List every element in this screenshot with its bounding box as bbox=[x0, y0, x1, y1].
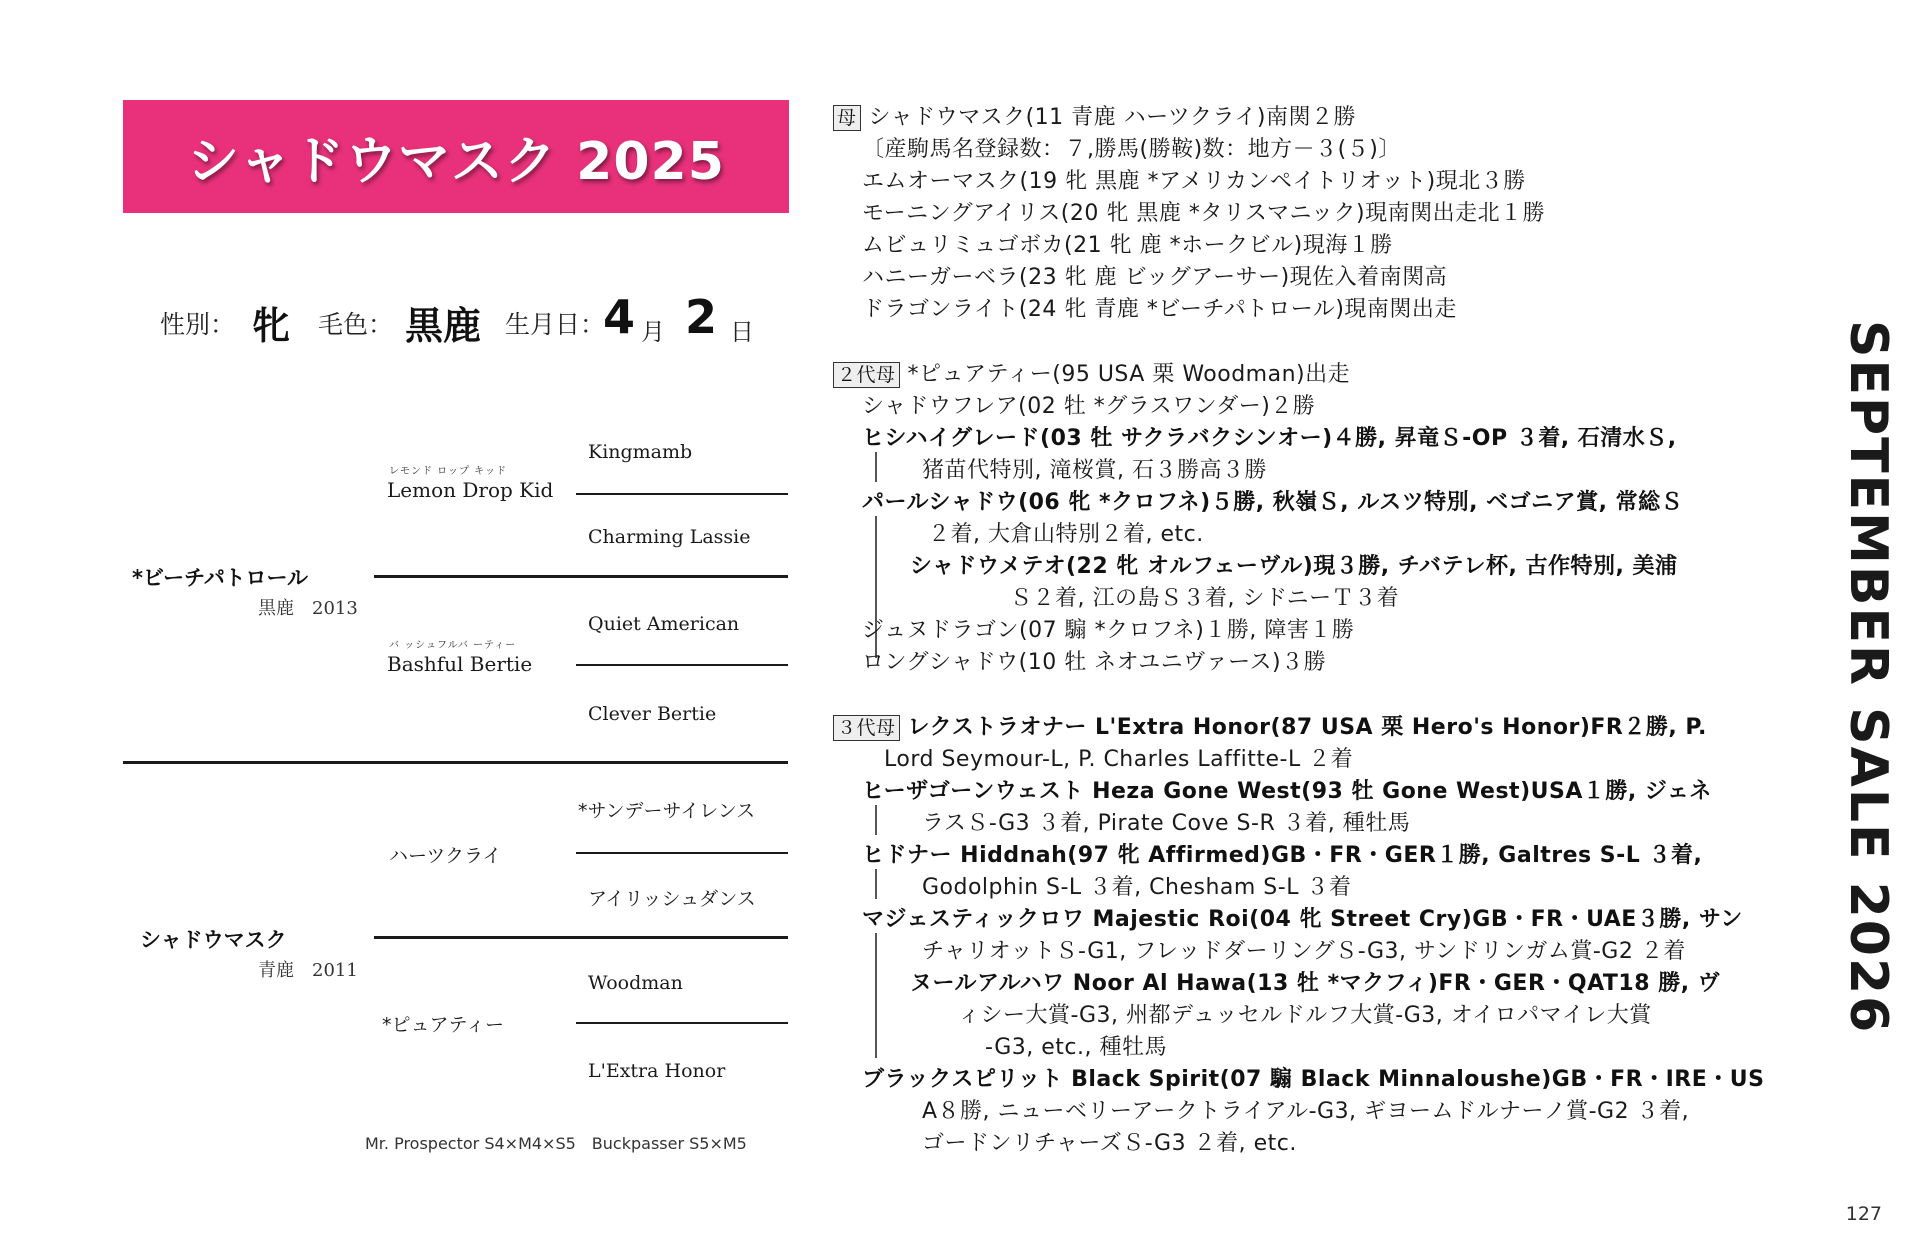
gg-sire-3: Quiet American bbox=[588, 613, 740, 635]
dam-meta: 青鹿 2011 bbox=[258, 960, 358, 981]
third-dam-line: ヒドナー Hiddnah(97 牝 Affirmed)GB・FR・GER１勝, Galtres S-L ３着, bbox=[862, 843, 1703, 868]
second-dam-line: ジュヌドラゴン(07 騸 *クロフネ)１勝, 障害１勝 bbox=[862, 618, 1355, 643]
title-banner bbox=[123, 100, 789, 213]
sex-label: 性別： bbox=[160, 310, 236, 339]
day-unit: 日 bbox=[730, 318, 754, 346]
indent-bar bbox=[875, 869, 877, 899]
third-dam-line: ゴードンリチャーズＳ-G3 ２着, etc. bbox=[922, 1131, 1297, 1156]
pedigree-line bbox=[576, 493, 788, 495]
dam-line bbox=[833, 100, 1356, 131]
inbreeding-note: Mr. Prospector S4×M4×S5 Buckpasser S5×M5 bbox=[365, 1134, 747, 1153]
second-dam-line: Ｓ２着, 江の島Ｓ３着, シドニーＴ３着 bbox=[1010, 586, 1400, 611]
third-dam-line: A８勝, ニューベリーアークトライアル-G3, ギヨームドルナーノ賞-G2 ３着, bbox=[922, 1099, 1690, 1124]
third-dam-line: マジェスティックロワ Majestic Roi(04 牝 Street Cry)GB・FR・UAE３勝, サン bbox=[862, 907, 1743, 932]
gg-sire-2: Charming Lassie bbox=[588, 526, 751, 548]
third-dam-badge: ３代母 bbox=[833, 715, 900, 741]
sale-label: SEPTEMBER SALE 2026 bbox=[1838, 320, 1898, 1035]
dam-badge: 母 bbox=[833, 105, 861, 131]
second-dam-line: ヒシハイグレード(03 牡 サクラバクシンオー)４勝, 昇竜Ｓ-OP ３着, 石清水Ｓ, bbox=[862, 426, 1677, 451]
second-dam-line: 猪苗代特別, 滝桜賞, 石３勝高３勝 bbox=[922, 458, 1267, 483]
third-dam-line: Lord Seymour-L, P. Charles Laffitte-L ２着 bbox=[884, 747, 1354, 772]
pedigree-line bbox=[374, 936, 788, 939]
color-label: 毛色： bbox=[318, 310, 394, 339]
gg-sire-4: Clever Bertie bbox=[588, 703, 717, 725]
birth-label: 生月日： bbox=[505, 310, 606, 339]
third-dam-line bbox=[833, 710, 1707, 741]
dam-sire-name: ハーツクライ bbox=[389, 845, 502, 867]
second-dam-line: シャドウメテオ(22 牝 オルフェーヴル)現３勝, チバテレ杯, 古作特別, 美浦 bbox=[910, 554, 1678, 579]
third-dam-line-text: レクストラオナー L'Extra Honor(87 USA 栗 Hero's Honor)FR２勝, P. bbox=[907, 715, 1707, 740]
gg-dam-4: L'Extra Honor bbox=[588, 1060, 726, 1082]
third-dam-line: ブラックスピリット Black Spirit(07 騸 Black Minnaloushe)GB・FR・IRE・US bbox=[862, 1067, 1765, 1092]
third-dam-line: ヒーザゴーンウェスト Heza Gone West(93 牡 Gone West)USA１勝, ジェネ bbox=[862, 779, 1712, 804]
pedigree-line bbox=[576, 852, 788, 854]
sire-dam-ruby: バ ッシュフルバ ーティー bbox=[389, 640, 517, 651]
second-dam-badge: ２代母 bbox=[833, 362, 900, 388]
sire-meta: 黒鹿 2013 bbox=[258, 598, 358, 619]
dam-line: ハニーガーベラ(23 牝 鹿 ビッグアーサー)現佐入着南関高 bbox=[862, 265, 1448, 290]
second-dam-line: パールシャドウ(06 牝 *クロフネ)５勝, 秋嶺Ｓ, ルスツ特別, ベゴニア賞, 常総Ｓ bbox=[862, 490, 1684, 515]
sex-value: 牝 bbox=[252, 304, 291, 348]
sire-name: *ビーチパトロール bbox=[132, 566, 309, 590]
second-dam-line: ロングシャドウ(10 牡 ネオユニヴァース)３勝 bbox=[862, 650, 1327, 675]
color-value: 黒鹿 bbox=[405, 304, 482, 348]
dam-name: シャドウマスク bbox=[140, 928, 287, 952]
gg-dam-1: *サンデーサイレンス bbox=[578, 800, 756, 822]
second-dam-line bbox=[833, 357, 1350, 388]
third-dam-line: Godolphin S-L ３着, Chesham S-L ３着 bbox=[922, 875, 1352, 900]
indent-bar bbox=[875, 805, 877, 835]
dam-line-text: シャドウマスク(11 青鹿 ハーツクライ)南関２勝 bbox=[868, 105, 1356, 130]
month-unit: 月 bbox=[641, 318, 665, 346]
page-title: シャドウマスク 2025 bbox=[187, 132, 725, 192]
second-dam-line: シャドウフレア(02 牡 *グラスワンダー)２勝 bbox=[862, 394, 1316, 419]
gg-sire-1: Kingmamb bbox=[588, 441, 693, 463]
sire-dam-name: Bashful Bertie bbox=[387, 652, 533, 676]
third-dam-line: ィシー大賞-G3, 州都デュッセルドルフ大賞-G3, オイロパマイレ大賞 bbox=[958, 1003, 1652, 1028]
birth-day: 2 bbox=[685, 290, 718, 344]
dam-line: 〔産駒馬名登録数：７,勝馬(勝鞍)数：地方－３(５)〕 bbox=[862, 137, 1401, 162]
pedigree-divider bbox=[123, 761, 788, 764]
pedigree-line bbox=[576, 1022, 788, 1024]
gg-dam-3: Woodman bbox=[588, 972, 683, 994]
second-dam-line-text: *ピュアティー(95 USA 栗 Woodman)出走 bbox=[907, 362, 1351, 387]
page-number: 127 bbox=[1845, 1203, 1882, 1225]
sire-sire-ruby: レモンド ロップ キッド bbox=[389, 466, 507, 477]
dam-line: ドラゴンライト(24 牝 青鹿 *ビーチパトロール)現南関出走 bbox=[862, 297, 1457, 322]
third-dam-line: ヌールアルハワ Noor Al Hawa(13 牡 *マクフィ)FR・GER・QAT18 勝, ヴ bbox=[910, 971, 1721, 996]
third-dam-line: チャリオットＳ-G1, フレッドダーリングＳ-G3, サンドリンガム賞-G2 ２着 bbox=[922, 939, 1686, 964]
dam-line: ムビュリミュゴボカ(21 牝 鹿 *ホークビル)現海１勝 bbox=[862, 233, 1393, 258]
birth-month: 4 bbox=[603, 290, 636, 344]
gg-dam-2: アイリッシュダンス bbox=[588, 888, 756, 910]
pedigree-line bbox=[576, 664, 788, 666]
third-dam-line: -G3, etc., 種牡馬 bbox=[985, 1035, 1168, 1060]
indent-bar bbox=[875, 452, 877, 482]
dam-dam-name: *ピュアティー bbox=[382, 1014, 504, 1036]
sire-sire-name: Lemon Drop Kid bbox=[387, 478, 554, 502]
indent-bar bbox=[875, 933, 877, 1058]
pedigree-line bbox=[374, 575, 788, 578]
dam-line: モーニングアイリス(20 牝 黒鹿 *タリスマニック)現南関出走北１勝 bbox=[862, 201, 1546, 226]
dam-line: エムオーマスク(19 牝 黒鹿 *アメリカンペイトリオット)現北３勝 bbox=[862, 169, 1526, 194]
third-dam-line: ラスＳ-G3 ３着, Pirate Cove S-R ３着, 種牡馬 bbox=[922, 811, 1411, 836]
second-dam-line: ２着, 大倉山特別２着, etc. bbox=[928, 522, 1204, 547]
